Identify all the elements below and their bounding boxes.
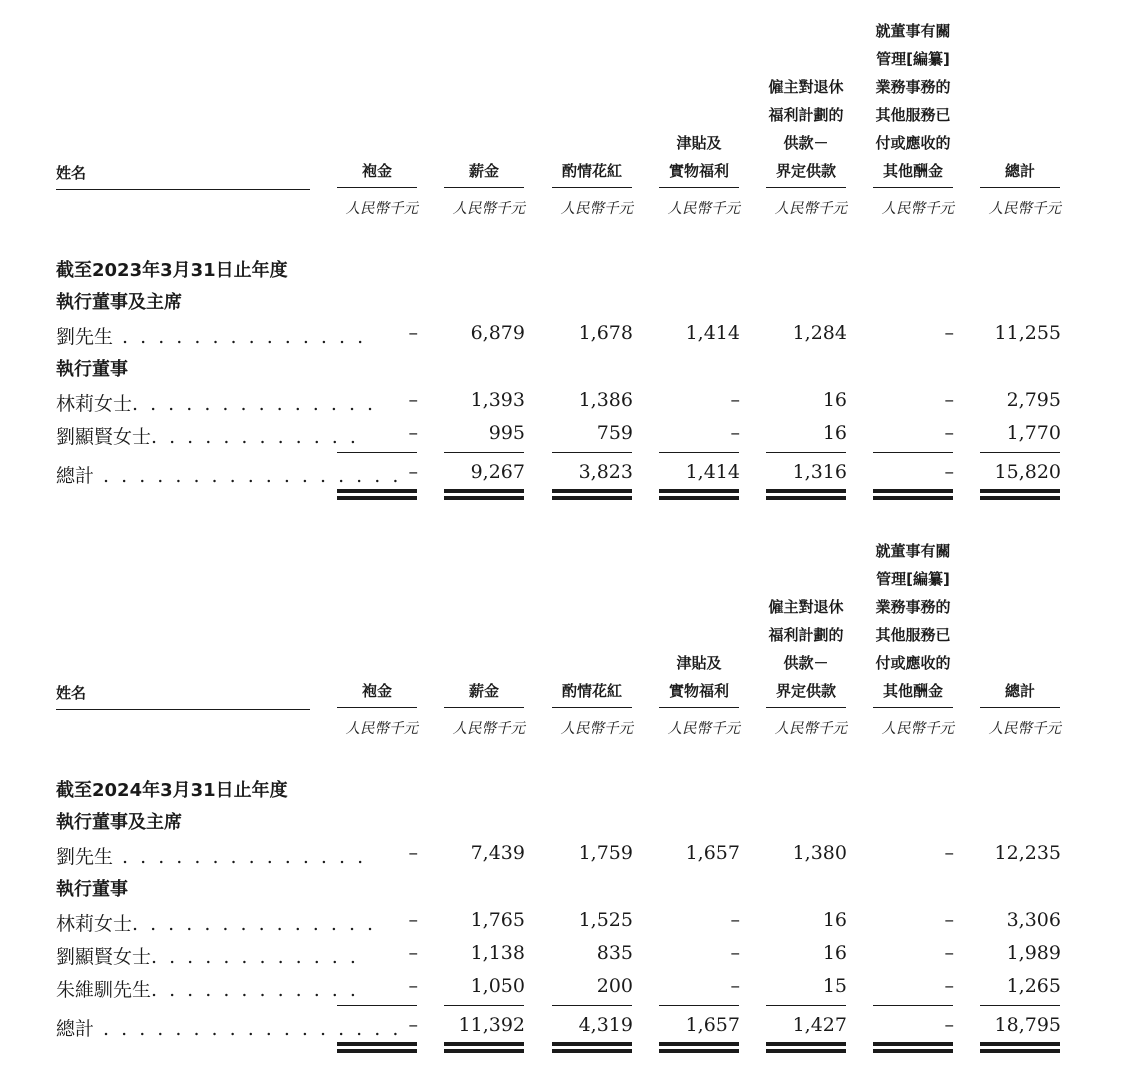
value-cell: – [730, 942, 740, 964]
value-cell: 11,392 [458, 1014, 525, 1036]
director-name-text: 林莉女士 [56, 913, 133, 935]
director-name [56, 909, 376, 936]
value-cell: – [944, 389, 954, 411]
total-double-rule [766, 1042, 846, 1053]
column-header [337, 157, 417, 188]
subtotal-rule [766, 452, 846, 453]
subtotal-rule [337, 1005, 417, 1006]
group-heading [0, 873, 1130, 903]
value-cell: – [408, 389, 418, 411]
subtotal-rule [659, 452, 739, 453]
total-double-rule [873, 489, 953, 500]
director-name-text: 劉先生 [56, 846, 114, 868]
column-header-line: 福利計劃的 [768, 626, 844, 644]
leader-dots: . . . . . . . . . . . . . . . . . [94, 1018, 402, 1040]
subtotal-rule [659, 1005, 739, 1006]
director-name-text: 劉顯賢女士 [56, 946, 152, 968]
column-header [552, 677, 632, 708]
director-name [56, 422, 359, 449]
value-cell: – [944, 461, 954, 483]
column-header-line: 業務事務的 [875, 78, 951, 96]
value-cell: 1,525 [578, 909, 633, 931]
value-cell: 995 [488, 422, 525, 444]
value-cell: 835 [596, 942, 633, 964]
column-header-line: 就董事有關 [875, 542, 951, 560]
value-cell: – [944, 422, 954, 444]
unit-label: 人民幣千元 [774, 721, 847, 737]
column-header-line: 袍金 [361, 162, 392, 180]
leader-dots: . . . . . . . . . . . . . . [132, 913, 377, 935]
value-cell: 16 [822, 389, 847, 411]
director-name-text: 劉顯賢女士 [56, 426, 152, 448]
value-cell: 1,657 [685, 1014, 740, 1036]
column-header-line: 供款－ [783, 654, 829, 672]
table-row [0, 973, 1130, 1003]
subtotal-rule [980, 1005, 1060, 1006]
subtotal-rule [337, 452, 417, 453]
total-row [0, 1012, 1130, 1042]
leader-dots: . . . . . . . . . . . . [151, 946, 359, 968]
column-header-line: 實物福利 [668, 162, 729, 180]
column-header-line: 付或應收的 [875, 134, 951, 152]
value-cell: – [408, 461, 418, 483]
value-cell: – [944, 942, 954, 964]
director-name-text: 總計 [56, 465, 95, 487]
column-header-line: 其他酬金 [882, 162, 943, 180]
leader-dots: . . . . . . . . . . . . . . [113, 326, 367, 348]
director-name [56, 842, 366, 869]
total-double-rule [659, 1042, 739, 1053]
value-cell: 1,265 [1006, 975, 1061, 997]
group-heading [0, 286, 1130, 316]
unit-label: 人民幣千元 [881, 201, 954, 217]
value-cell: – [408, 322, 418, 344]
column-header-line: 就董事有關 [875, 22, 951, 40]
group-title: 執行董事 [56, 359, 128, 380]
value-cell: – [944, 975, 954, 997]
value-cell: 18,795 [994, 1014, 1061, 1036]
value-cell: 16 [822, 942, 847, 964]
value-cell: 1,380 [792, 842, 847, 864]
value-cell: – [730, 975, 740, 997]
period-heading [0, 774, 1130, 804]
unit-label: 人民幣千元 [667, 721, 740, 737]
total-double-rule [873, 1042, 953, 1053]
value-cell: – [730, 389, 740, 411]
table-row [0, 420, 1130, 450]
total-double-rule [552, 489, 632, 500]
value-cell: 1,678 [578, 322, 633, 344]
table-row [0, 387, 1130, 417]
unit-label: 人民幣千元 [452, 201, 525, 217]
total-double-rule [444, 1042, 524, 1053]
value-cell: – [944, 1014, 954, 1036]
value-cell: 1,989 [1006, 942, 1061, 964]
unit-label: 人民幣千元 [452, 721, 525, 737]
value-cell: 759 [596, 422, 633, 444]
column-header-line: 其他服務已 [875, 106, 951, 124]
column-header [444, 677, 524, 708]
column-header-line: 總計 [1004, 682, 1035, 700]
value-cell: 1,657 [685, 842, 740, 864]
period-label: 截至2024年3月31日止年度 [56, 780, 288, 801]
column-header-line: 津貼及 [676, 134, 722, 152]
value-cell: – [408, 942, 418, 964]
value-cell: 1,050 [470, 975, 525, 997]
column-header-line: 付或應收的 [875, 654, 951, 672]
director-name [56, 389, 376, 416]
unit-label: 人民幣千元 [774, 201, 847, 217]
value-cell: – [730, 909, 740, 931]
unit-label: 人民幣千元 [560, 201, 633, 217]
director-name [56, 322, 366, 349]
leader-dots: . . . . . . . . . . . . . . [132, 393, 377, 415]
unit-label: 人民幣千元 [345, 721, 418, 737]
value-cell: – [408, 975, 418, 997]
value-cell: – [730, 422, 740, 444]
column-header-line: 總計 [1004, 162, 1035, 180]
value-cell: 1,386 [578, 389, 633, 411]
value-cell: 1,138 [470, 942, 525, 964]
leader-dots: . . . . . . . . . . . . . . [113, 846, 367, 868]
value-cell: 1,316 [792, 461, 847, 483]
table-row [0, 907, 1130, 937]
total-double-rule [552, 1042, 632, 1053]
column-header-line: 管理[編纂] [876, 570, 950, 588]
value-cell: 1,414 [685, 322, 740, 344]
subtotal-rule [552, 1005, 632, 1006]
column-header [444, 157, 524, 188]
column-header-line: 僱主對退休 [768, 598, 844, 616]
column-header-line: 界定供款 [775, 682, 836, 700]
column-header [980, 677, 1060, 708]
unit-label: 人民幣千元 [667, 201, 740, 217]
name-header: 姓名 [56, 162, 310, 190]
subtotal-rule [980, 452, 1060, 453]
unit-label: 人民幣千元 [988, 201, 1061, 217]
director-name-text: 劉先生 [56, 326, 114, 348]
column-header-line: 管理[編纂] [876, 50, 950, 68]
unit-label: 人民幣千元 [560, 721, 633, 737]
leader-dots: . . . . . . . . . . . . . . . . . [94, 465, 402, 487]
group-heading [0, 353, 1130, 383]
value-cell: – [408, 842, 418, 864]
unit-label: 人民幣千元 [988, 721, 1061, 737]
subtotal-rule [766, 1005, 846, 1006]
value-cell: 1,393 [470, 389, 525, 411]
director-name-text: 總計 [56, 1018, 95, 1040]
director-name-text: 林莉女士 [56, 393, 133, 415]
unit-label: 人民幣千元 [881, 721, 954, 737]
value-cell: – [408, 422, 418, 444]
column-header-line: 津貼及 [676, 654, 722, 672]
value-cell: 1,414 [685, 461, 740, 483]
column-header-line: 福利計劃的 [768, 106, 844, 124]
value-cell: – [408, 1014, 418, 1036]
value-cell: 15,820 [994, 461, 1061, 483]
leader-dots: . . . . . . . . . . . . [151, 979, 359, 1001]
column-header-line: 其他酬金 [882, 682, 943, 700]
subtotal-rule [444, 1005, 524, 1006]
column-header-line: 薪金 [468, 682, 499, 700]
column-header [659, 129, 739, 188]
header [0, 520, 1130, 710]
value-cell: 1,770 [1006, 422, 1061, 444]
table-row [0, 320, 1130, 350]
value-cell: 7,439 [470, 842, 525, 864]
table-row [0, 940, 1130, 970]
value-cell: 4,319 [578, 1014, 633, 1036]
value-cell: 12,235 [994, 842, 1061, 864]
period-heading [0, 254, 1130, 284]
value-cell: 16 [822, 909, 847, 931]
column-header-line: 實物福利 [668, 682, 729, 700]
director-name [56, 942, 359, 969]
column-header [659, 649, 739, 708]
director-name-text: 朱維馴先生 [56, 979, 152, 1001]
value-cell: 6,879 [470, 322, 525, 344]
value-cell: – [408, 909, 418, 931]
total-row [0, 459, 1130, 489]
total-double-rule [659, 489, 739, 500]
group-title: 執行董事及主席 [56, 292, 182, 313]
column-header [552, 157, 632, 188]
column-header-line: 業務事務的 [875, 598, 951, 616]
value-cell: – [944, 842, 954, 864]
value-cell: 1,759 [578, 842, 633, 864]
value-cell: 1,284 [792, 322, 847, 344]
column-header-line: 袍金 [361, 682, 392, 700]
value-cell: 11,255 [994, 322, 1061, 344]
value-cell: 1,765 [470, 909, 525, 931]
value-cell: – [944, 909, 954, 931]
header [0, 0, 1130, 190]
name-header: 姓名 [56, 682, 310, 710]
value-cell: 16 [822, 422, 847, 444]
subtotal-rule [552, 452, 632, 453]
total-double-rule [337, 489, 417, 500]
column-header-line: 薪金 [468, 162, 499, 180]
column-header-line: 酌情花紅 [561, 162, 622, 180]
column-header-line: 其他服務已 [875, 626, 951, 644]
leader-dots: . . . . . . . . . . . . [151, 426, 359, 448]
value-cell: – [944, 322, 954, 344]
value-cell: 1,427 [792, 1014, 847, 1036]
period-label: 截至2023年3月31日止年度 [56, 260, 288, 281]
director-name [56, 975, 359, 1002]
total-double-rule [980, 1042, 1060, 1053]
column-header [766, 73, 846, 188]
column-header [766, 593, 846, 708]
subtotal-rule [873, 1005, 953, 1006]
value-cell: 9,267 [470, 461, 525, 483]
column-header [337, 677, 417, 708]
total-double-rule [766, 489, 846, 500]
subtotal-rule [444, 452, 524, 453]
table-row [0, 840, 1130, 870]
column-header [873, 537, 953, 708]
group-title: 執行董事及主席 [56, 812, 182, 833]
total-double-rule [337, 1042, 417, 1053]
group-title: 執行董事 [56, 879, 128, 900]
column-header-line: 僱主對退休 [768, 78, 844, 96]
total-double-rule [444, 489, 524, 500]
value-cell: 15 [822, 975, 847, 997]
column-header [980, 157, 1060, 188]
value-cell: 2,795 [1006, 389, 1061, 411]
subtotal-rule [873, 452, 953, 453]
total-double-rule [980, 489, 1060, 500]
group-heading [0, 806, 1130, 836]
unit-label: 人民幣千元 [345, 201, 418, 217]
column-header-line: 供款－ [783, 134, 829, 152]
column-header-line: 界定供款 [775, 162, 836, 180]
value-cell: 3,823 [578, 461, 633, 483]
column-header-line: 酌情花紅 [561, 682, 622, 700]
value-cell: 3,306 [1006, 909, 1061, 931]
value-cell: 200 [596, 975, 633, 997]
column-header [873, 17, 953, 188]
